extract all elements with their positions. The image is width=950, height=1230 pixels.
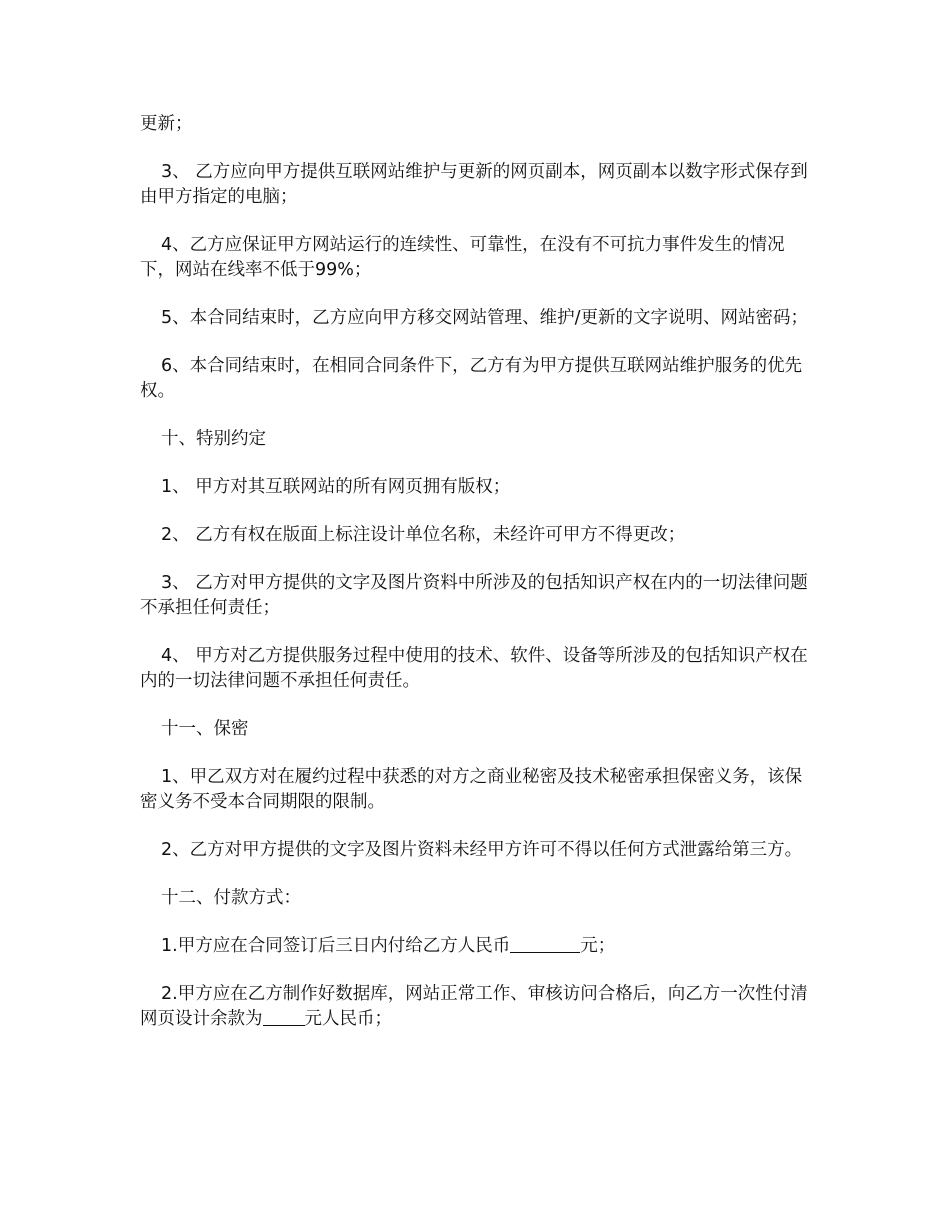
section-heading-11: 十一、保密 bbox=[161, 719, 249, 739]
clause-12-2-unit: 元人民币； bbox=[304, 1009, 392, 1029]
clause-12-1-text: 1.甲方应在合同签订后三日内付给乙方人民币 bbox=[161, 936, 511, 956]
clause-12-2 bbox=[140, 982, 812, 1032]
amount-blank bbox=[510, 934, 580, 953]
section-heading-12: 十二、付款方式： bbox=[161, 888, 301, 908]
clause-11-1: 1、甲乙双方对在履约过程中获悉的对方之商业秘密及技术秘密承担保密义务，该保密义务不受本合同期限的限制。 bbox=[140, 767, 803, 812]
clause-10-2: 2、 乙方有权在版面上标注设计单位名称，未经许可甲方不得更改； bbox=[161, 525, 686, 545]
clause-9-5: 5、本合同结束时，乙方应向甲方移交网站管理、维护/更新的文字说明、网站密码； bbox=[161, 308, 809, 328]
section-heading-10: 十、特别约定 bbox=[161, 429, 266, 449]
clause-10-4: 4、 甲方对乙方提供服务过程中使用的技术、软件、设备等所涉及的包括知识产权在内的一切法律问题不承担任何责任。 bbox=[140, 646, 808, 691]
paragraph-continuation: 更新； bbox=[140, 114, 193, 134]
clause-9-6: 6、本合同结束时，在相同合同条件下，乙方有为甲方提供互联网站维护服务的优先权。 bbox=[140, 356, 803, 401]
document-page bbox=[140, 112, 812, 1055]
clause-12-1-unit: 元； bbox=[580, 936, 616, 956]
clause-11-2: 2、乙方对甲方提供的文字及图片资料未经甲方许可不得以任何方式泄露给第三方。 bbox=[161, 840, 803, 860]
clause-10-3: 3、 乙方对甲方提供的文字及图片资料中所涉及的包括知识产权在内的一切法律问题不承担任何责任； bbox=[140, 573, 808, 618]
clause-9-3: 3、 乙方应向甲方提供互联网站维护与更新的网页副本，网页副本以数字形式保存到由甲方指定的电脑； bbox=[140, 162, 808, 207]
clause-10-1: 1、 甲方对其互联网站的所有网页拥有版权； bbox=[161, 477, 511, 497]
clause-9-4: 4、乙方应保证甲方网站运行的连续性、可靠性，在没有不可抗力事件发生的情况下，网站在线率不低于99%； bbox=[140, 235, 785, 280]
amount-blank bbox=[263, 1007, 305, 1026]
clause-12-1 bbox=[140, 934, 812, 959]
clause-12-2-text: 2.甲方应在乙方制作好数据库，网站正常工作、审核访问合格后，向乙方一次性付清网页设计余款为 bbox=[140, 984, 808, 1029]
